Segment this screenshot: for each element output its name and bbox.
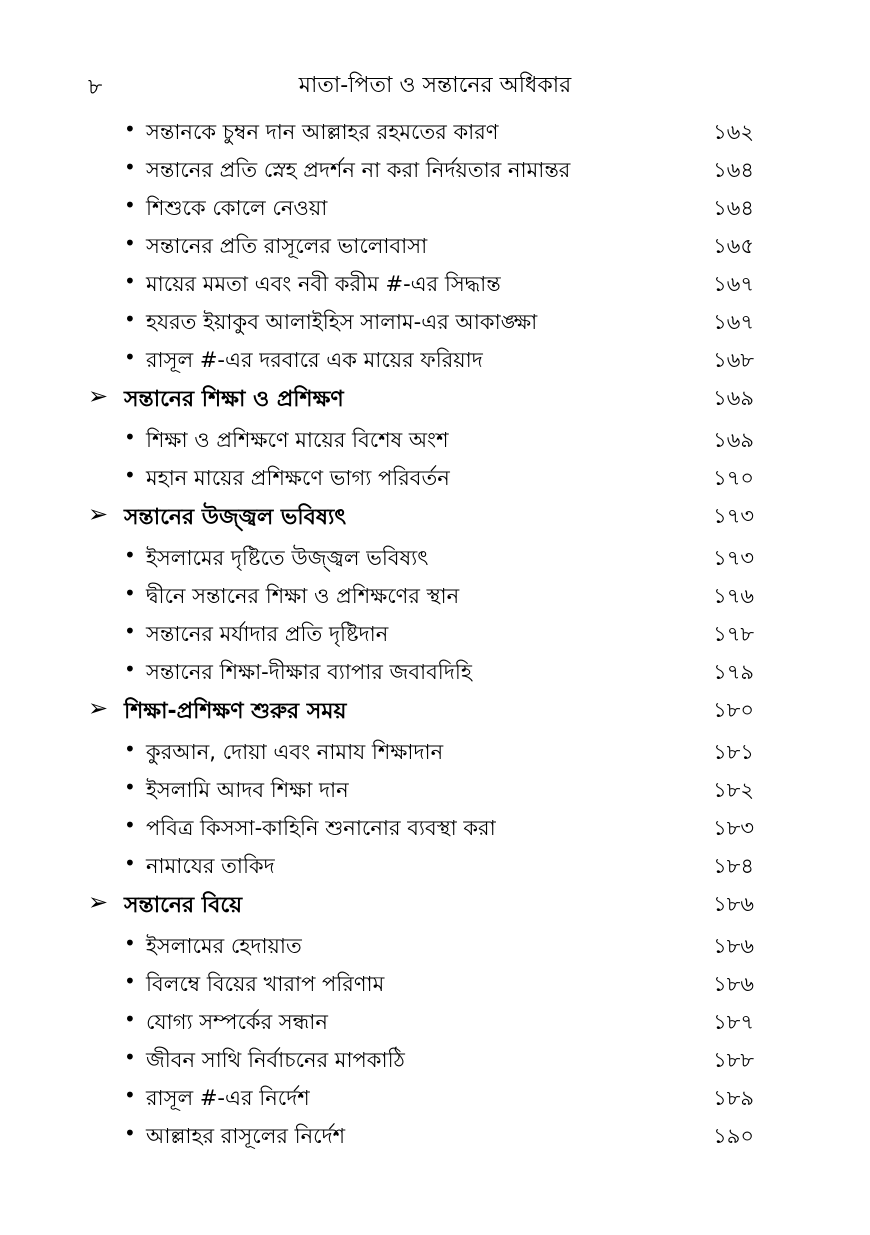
toc-item-row <box>0 224 870 262</box>
toc-item-title: নামাযের তাকিদ <box>146 854 275 878</box>
toc-item-row <box>0 1038 870 1076</box>
toc-section-title: শিক্ষা-প্রশিক্ষণ শুরুর সময় <box>124 699 347 724</box>
toc-section-row <box>0 882 870 924</box>
toc-page-number: ১৭০ <box>713 466 754 490</box>
toc-page-number: ১৬৪ <box>713 158 754 182</box>
bullet-icon: • <box>124 1007 136 1031</box>
toc-page-number: ১৮২ <box>713 778 754 802</box>
toc-page-number: ১৮৪ <box>713 854 754 878</box>
toc-page-number: ১৭৬ <box>713 584 754 608</box>
toc-item-title: সন্তানের শিক্ষা-দীক্ষার ব্যাপার জবাবদিহি <box>146 660 472 684</box>
bullet-icon: • <box>124 931 136 955</box>
bullet-icon: • <box>124 155 136 179</box>
toc-page-number: ১৮৬ <box>713 972 754 996</box>
toc-page-number: ১৬২ <box>713 120 754 144</box>
toc-item-row <box>0 1114 870 1152</box>
bullet-icon: • <box>124 463 136 487</box>
toc-page-number: ১৭৩ <box>713 504 754 528</box>
toc-page-number: ১৬৫ <box>713 234 754 258</box>
bullet-icon: • <box>124 851 136 875</box>
toc-item-title: হযরত ইয়াকুব আলাইহিস সালাম-এর আকাঙ্ক্ষা <box>146 310 538 334</box>
bullet-icon: • <box>124 969 136 993</box>
bullet-icon: • <box>124 1121 136 1145</box>
bullet-icon: • <box>124 657 136 681</box>
toc-page-number: ১৬৭ <box>713 310 754 334</box>
toc-item-title: ইসলামের দৃষ্টিতে উজ্জ্বল ভবিষ্যৎ <box>146 546 429 570</box>
bullet-icon: • <box>124 193 136 217</box>
toc-item-title: সন্তানকে চুম্বন দান আল্লাহর রহমতের কারণ <box>146 120 499 144</box>
bullet-icon: • <box>124 117 136 141</box>
toc-page-number: ১৬৭ <box>713 272 754 296</box>
toc-item-title: রাসূল #-এর নির্দেশ <box>146 1086 310 1110</box>
page-header <box>0 62 870 102</box>
toc-item-title: সন্তানের প্রতি রাসূলের ভালোবাসা <box>146 234 428 258</box>
toc-item-row <box>0 1076 870 1114</box>
toc-item-title: ইসলামি আদব শিক্ষা দান <box>146 778 349 802</box>
toc-section-title: সন্তানের উজ্জ্বল ভবিষ্যৎ <box>124 505 347 530</box>
toc-item-title: রাসূল #-এর দরবারে এক মায়ের ফরিয়াদ <box>146 348 483 372</box>
toc-item-title: আল্লাহর রাসূলের নির্দেশ <box>146 1124 346 1148</box>
toc-item-row <box>0 924 870 962</box>
toc-item-row <box>0 186 870 224</box>
toc-item-title: দ্বীনে সন্তানের শিক্ষা ও প্রশিক্ষণের স্থান <box>146 584 460 608</box>
toc-page-number: ১৯০ <box>713 1124 754 1148</box>
toc-item-row <box>0 1000 870 1038</box>
toc-page-number: ১৮৩ <box>713 816 754 840</box>
toc-item-row <box>0 456 870 494</box>
toc-item-title: শিশুকে কোলে নেওয়া <box>146 196 328 220</box>
bullet-icon: • <box>124 813 136 837</box>
bullet-icon: • <box>124 425 136 449</box>
toc-item-row <box>0 338 870 376</box>
toc-item-title: সন্তানের প্রতি স্নেহ প্রদর্শন না করা নির্দয়তার নামান্তর <box>146 158 571 182</box>
running-title: মাতা-পিতা ও সন্তানের অধিকার <box>298 73 572 98</box>
toc-section-row <box>0 494 870 536</box>
toc-item-title: বিলম্বে বিয়ের খারাপ পরিণাম <box>146 972 385 996</box>
toc-item-title: জীবন সাথি নির্বাচনের মাপকাঠি <box>146 1048 405 1072</box>
bullet-icon: • <box>124 307 136 331</box>
table-of-contents <box>0 110 870 1152</box>
toc-page-number: ১৮০ <box>713 698 754 722</box>
arrow-bullet-icon: ➢ <box>88 500 109 528</box>
toc-page-number: ১৮৬ <box>713 934 754 958</box>
toc-item-row <box>0 962 870 1000</box>
toc-item-title: যোগ্য সম্পর্কের সন্ধান <box>146 1010 328 1034</box>
toc-item-row <box>0 300 870 338</box>
bullet-icon: • <box>124 1083 136 1107</box>
bullet-icon: • <box>124 345 136 369</box>
toc-item-row <box>0 730 870 768</box>
toc-page-number: ১৭৩ <box>713 546 754 570</box>
toc-page-number: ১৬৪ <box>713 196 754 220</box>
arrow-bullet-icon: ➢ <box>88 888 109 916</box>
toc-page-number: ১৮৯ <box>713 1086 754 1110</box>
toc-item-row <box>0 612 870 650</box>
toc-item-row <box>0 536 870 574</box>
toc-item-row <box>0 806 870 844</box>
toc-item-row <box>0 110 870 148</box>
bullet-icon: • <box>124 269 136 293</box>
toc-item-row <box>0 148 870 186</box>
toc-item-row <box>0 262 870 300</box>
bullet-icon: • <box>124 619 136 643</box>
toc-item-title: পবিত্র কিসসা-কাহিনি শুনানোর ব্যবস্থা করা <box>146 816 496 840</box>
bullet-icon: • <box>124 543 136 567</box>
toc-item-row <box>0 574 870 612</box>
toc-item-row <box>0 844 870 882</box>
bullet-icon: • <box>124 581 136 605</box>
toc-item-row <box>0 768 870 806</box>
toc-item-title: ইসলামের হেদায়াত <box>146 934 302 958</box>
toc-item-title: মহান মায়ের প্রশিক্ষণে ভাগ্য পরিবর্তন <box>146 466 450 490</box>
toc-page-number: ১৬৮ <box>713 348 754 372</box>
toc-page-number: ১৮৮ <box>713 1048 754 1072</box>
bullet-icon: • <box>124 737 136 761</box>
toc-page-number: ১৬৯ <box>713 428 754 452</box>
toc-item-title: সন্তানের মর্যাদার প্রতি দৃষ্টিদান <box>146 622 389 646</box>
bullet-icon: • <box>124 1045 136 1069</box>
toc-page-number: ১৭৯ <box>713 660 754 684</box>
toc-page-number: ১৮১ <box>713 740 754 764</box>
bullet-icon: • <box>124 775 136 799</box>
toc-section-title: সন্তানের শিক্ষা ও প্রশিক্ষণ <box>124 387 344 412</box>
toc-item-title: মায়ের মমতা এবং নবী করীম #-এর সিদ্ধান্ত <box>146 272 501 296</box>
arrow-bullet-icon: ➢ <box>88 382 109 410</box>
toc-item-title: কুরআন, দোয়া এবং নামায শিক্ষাদান <box>146 740 444 764</box>
toc-section-row <box>0 688 870 730</box>
toc-item-row <box>0 650 870 688</box>
arrow-bullet-icon: ➢ <box>88 694 109 722</box>
toc-page-number: ১৮৭ <box>713 1010 754 1034</box>
toc-page-number: ১৮৬ <box>713 892 754 916</box>
toc-item-title: শিক্ষা ও প্রশিক্ষণে মায়ের বিশেষ অংশ <box>146 428 449 452</box>
bullet-icon: • <box>124 231 136 255</box>
toc-section-row <box>0 376 870 418</box>
toc-page-number: ১৬৯ <box>713 386 754 410</box>
toc-item-row <box>0 418 870 456</box>
toc-page-number: ১৭৮ <box>713 622 754 646</box>
page-number: ৮ <box>88 75 103 100</box>
toc-section-title: সন্তানের বিয়ে <box>124 893 243 918</box>
